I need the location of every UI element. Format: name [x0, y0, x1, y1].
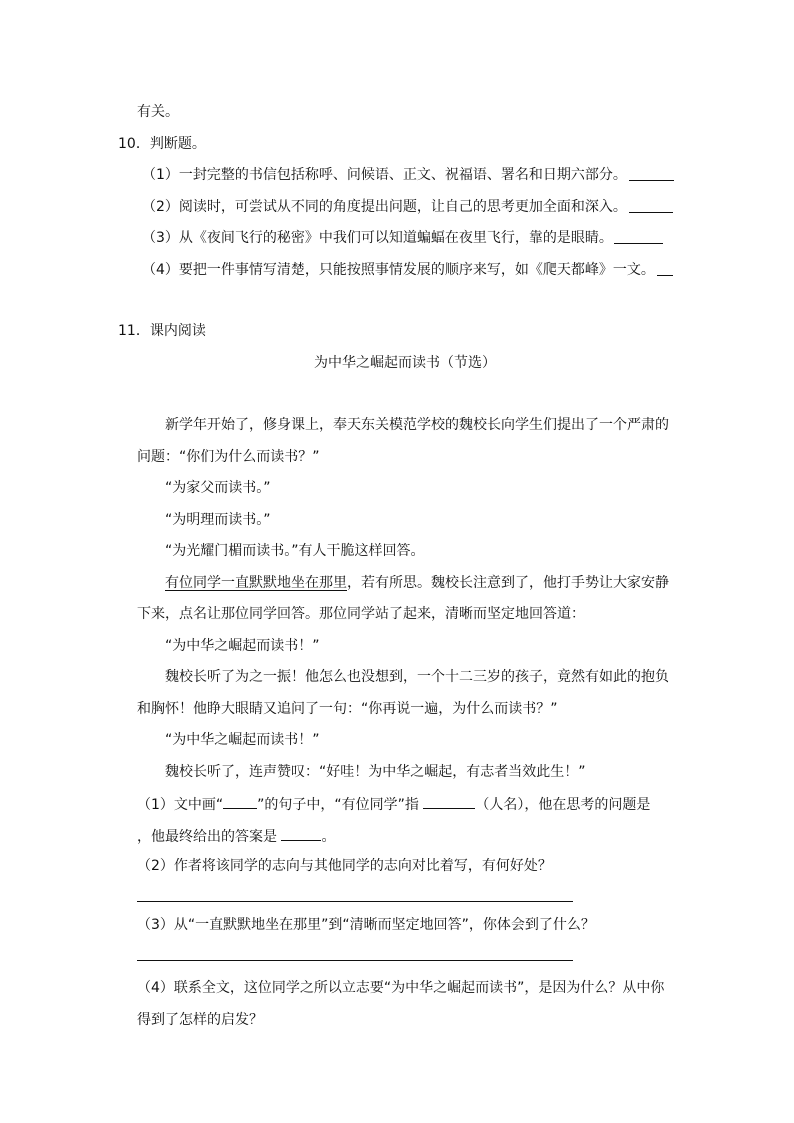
- subquestion-4b: 得到了怎样的启发？: [137, 1012, 263, 1028]
- passage-p9: 魏校长听了，连声赞叹：“好哇！为中华之崛起，有志者当效此生！”: [165, 764, 586, 780]
- judge-item-2-text: （2）阅读时，可尝试从不同的角度提出问题，让自己的思考更加全面和深入。: [142, 199, 627, 215]
- question-10-title: 10．判断题。: [118, 136, 206, 152]
- judge-item-3: [142, 229, 613, 247]
- sq1-part-a: （1）文中画“: [137, 797, 224, 813]
- sq1-part-b: ”的句子中，“有位同学”指: [257, 797, 419, 813]
- passage-p3: “为明理而读书。”: [165, 512, 271, 528]
- passage-title: 为中华之崛起而读书（节选）: [314, 355, 496, 371]
- passage-p5a: [165, 574, 669, 592]
- answer-line-2[interactable]: [137, 901, 573, 902]
- judge-item-4-text: （4）要把一件事情写清楚，只能按照事情发展的顺序来写，如《爬天都峰》一文。: [142, 262, 655, 278]
- underline-marker-blank: [223, 794, 257, 809]
- underlined-sentence: 有位同学一直默默地坐在那里: [165, 575, 347, 591]
- judge-item-3-text: （3）从《夜间飞行的秘密》中我们可以知道蝙蝠在夜里飞行，靠的是眼睛。: [142, 230, 613, 246]
- passage-p1a: 新学年开始了，修身课上，奉天东关模范学校的魏校长向学生们提出了一个严肃的: [165, 417, 669, 433]
- passage-p5-rest: ，若有所思。魏校长注意到了，他打手势让大家安静: [347, 575, 669, 591]
- passage-p7b: 和胸怀！他睁大眼睛又追问了一句：“你再说一遍，为什么而读书？”: [137, 701, 558, 717]
- passage-p7a: 魏校长听了为之一振！他怎么也没想到，一个十二三岁的孩子，竟然有如此的抱负: [165, 669, 669, 685]
- sq1-part-d: ，他最终给出的答案是: [137, 829, 277, 845]
- judge-item-4: [142, 261, 655, 279]
- subquestion-4a: （4）联系全文，这位同学之所以立志要“为中华之崛起而读书”，是因为什么？从中你: [137, 980, 665, 996]
- judge-item-2: [142, 198, 627, 216]
- passage-p5b: 下来，点名让那位同学回答。那位同学站了起来，清晰而坚定地回答道：: [137, 606, 585, 622]
- subquestion-3: （3）从“一直默默地坐在那里”到“清晰而坚定地回答”，你体会到了什么？: [137, 917, 595, 933]
- passage-p1b: 问题：“你们为什么而读书？”: [137, 449, 320, 465]
- judge-item-1: [142, 166, 627, 184]
- passage-p4: “为光耀门楣而读书。”有人干脆这样回答。: [165, 543, 425, 559]
- answer-blank-3[interactable]: [614, 229, 663, 244]
- sq1-part-e: 。: [321, 829, 336, 845]
- subquestion-2: （2）作者将该同学的志向与其他同学的志向对比着写，有何好处？: [137, 858, 552, 874]
- sq1-part-c: （人名），他在思考的问题是: [475, 797, 651, 813]
- final-answer-blank[interactable]: [281, 826, 321, 841]
- passage-p8: “为中华之崛起而读书！”: [165, 732, 320, 748]
- answer-blank-4[interactable]: [657, 261, 673, 276]
- subquestion-1-line1: [137, 794, 650, 814]
- continuation-text: 有关。: [137, 104, 179, 120]
- answer-blank-1[interactable]: [629, 166, 674, 181]
- passage-p6: “为中华之崛起而读书！”: [165, 638, 320, 654]
- person-name-blank[interactable]: [423, 794, 475, 809]
- subquestion-1-line2: [137, 826, 335, 846]
- judge-item-1-text: （1）一封完整的书信包括称呼、问候语、正文、祝福语、署名和日期六部分。: [142, 167, 627, 183]
- answer-blank-2[interactable]: [629, 198, 673, 213]
- question-11-title: 11．课内阅读: [118, 323, 206, 339]
- answer-line-3[interactable]: [137, 960, 573, 961]
- passage-p2: “为家父而读书。”: [165, 480, 271, 496]
